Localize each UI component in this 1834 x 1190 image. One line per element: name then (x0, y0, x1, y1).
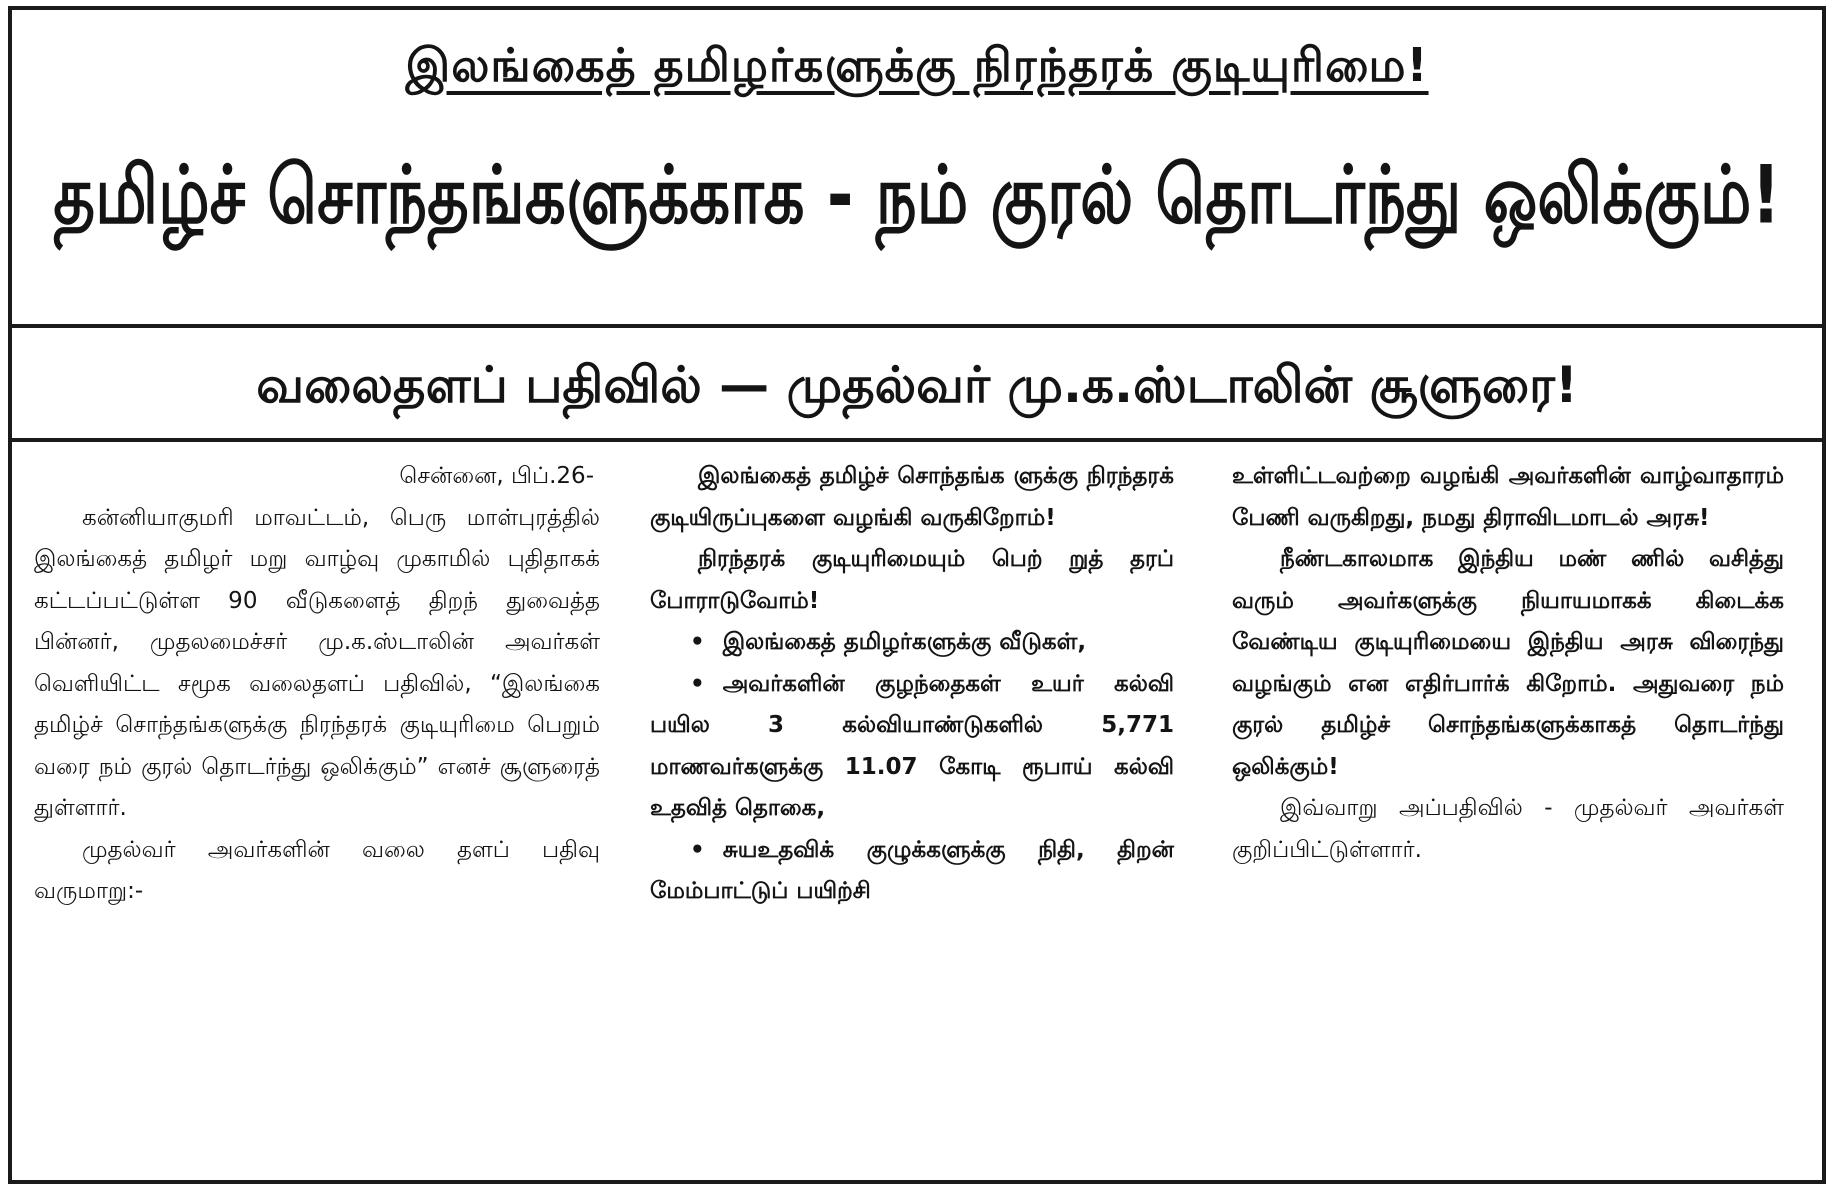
bullet-item: • இலங்கைத் தமிழர்களுக்கு வீடுகள், (650, 622, 1174, 664)
paragraph: முதல்வர் அவர்களின் வலை தளப் பதிவு வருமாறு:- (34, 836, 600, 904)
bullet-item: • அவர்களின் குழந்தைகள் உயர் கல்வி பயில 3 கல்வியாண்டுகளில் 5,771 மாணவர்களுக்கு 11.07 கோடி ரூபாய் கல்வி உதவித் தொகை, (650, 664, 1174, 830)
kicker-line (12, 38, 1822, 99)
paragraph: இலங்கைத் தமிழ்ச் சொந்தங்க ளுக்கு நிரந்தரக் குடியிருப்புகளை வழங்கி வருகிறோம்! (650, 463, 1174, 531)
article-column-3 (1232, 456, 1784, 871)
subheadline: வலைதளப் பதிவில் — முதல்வர் மு.க.ஸ்டாலின் சூளுரை! (256, 356, 1578, 414)
bullet-item: • சுயஉதவிக் குழுக்களுக்கு நிதி, திறன் மேம்பாட்டுப் பயிற்சி (650, 830, 1174, 913)
paragraph: இவ்வாறு அப்பதிவில் - முதல்வர் அவர்கள் குறிப்பிட்டுள்ளார். (1232, 795, 1784, 863)
subhead-box (12, 328, 1822, 442)
paragraph: நிரந்தரக் குடியுரிமையும் பெற் றுத் தரப் போராடுவோம்! (650, 546, 1174, 614)
headline-box (12, 10, 1822, 328)
article-column-1 (34, 456, 600, 913)
paragraph: கன்னியாகுமரி மாவட்டம், பெரு மாள்புரத்தில் இலங்கைத் தமிழர் மறு வாழ்வு முகாமில் புதிதாகக் கட்டப்பட்டுள்ள 90 வீடுகளைத் திறந் துவைத்த பின்னர், முதலமைச்சர் மு.க.ஸ்டாலின் அவர்கள் வெளியிட்ட சமூக வலைதளப் பதிவில், “இலங்கை தமிழ்ச் சொந்தங்களுக்கு நிரந்தரக் குடியுரிமை பெறும் வரை நம் குரல் தொடர்ந்து ஒலிக்கும்” எனச் சூளுரைத் துள்ளார். (34, 504, 600, 821)
paragraph: உள்ளிட்டவற்றை வழங்கி அவர்களின் வாழ்வாதாரம் பேணி வருகிறது, நமது திராவிடமாடல் அரசு! (1232, 463, 1784, 531)
paragraph: நீண்டகாலமாக இந்திய மண் ணில் வசித்து வரும் அவர்களுக்கு நியாயமாகக் கிடைக்க வேண்டிய குடியுரிமையை இந்திய அரசு விரைந்து வழங்கும் என எதிர்பார்க் கிறோம். அதுவரை நம் குரல் தமிழ்ச் சொந்தங்களுக்காகத் தொடர்ந்து ஒலிக்கும்! (1232, 546, 1784, 780)
dateline: சென்னை, பிப்.26- (399, 463, 594, 489)
main-headline: தமிழ்ச் சொந்தங்களுக்காக - நம் குரல் தொடர்ந்து ஒலிக்கும்! (53, 150, 1781, 243)
article-column-2 (650, 456, 1174, 913)
kicker-text: இலங்கைத் தமிழர்களுக்கு நிரந்தரக் குடியுரிமை! (405, 38, 1429, 92)
